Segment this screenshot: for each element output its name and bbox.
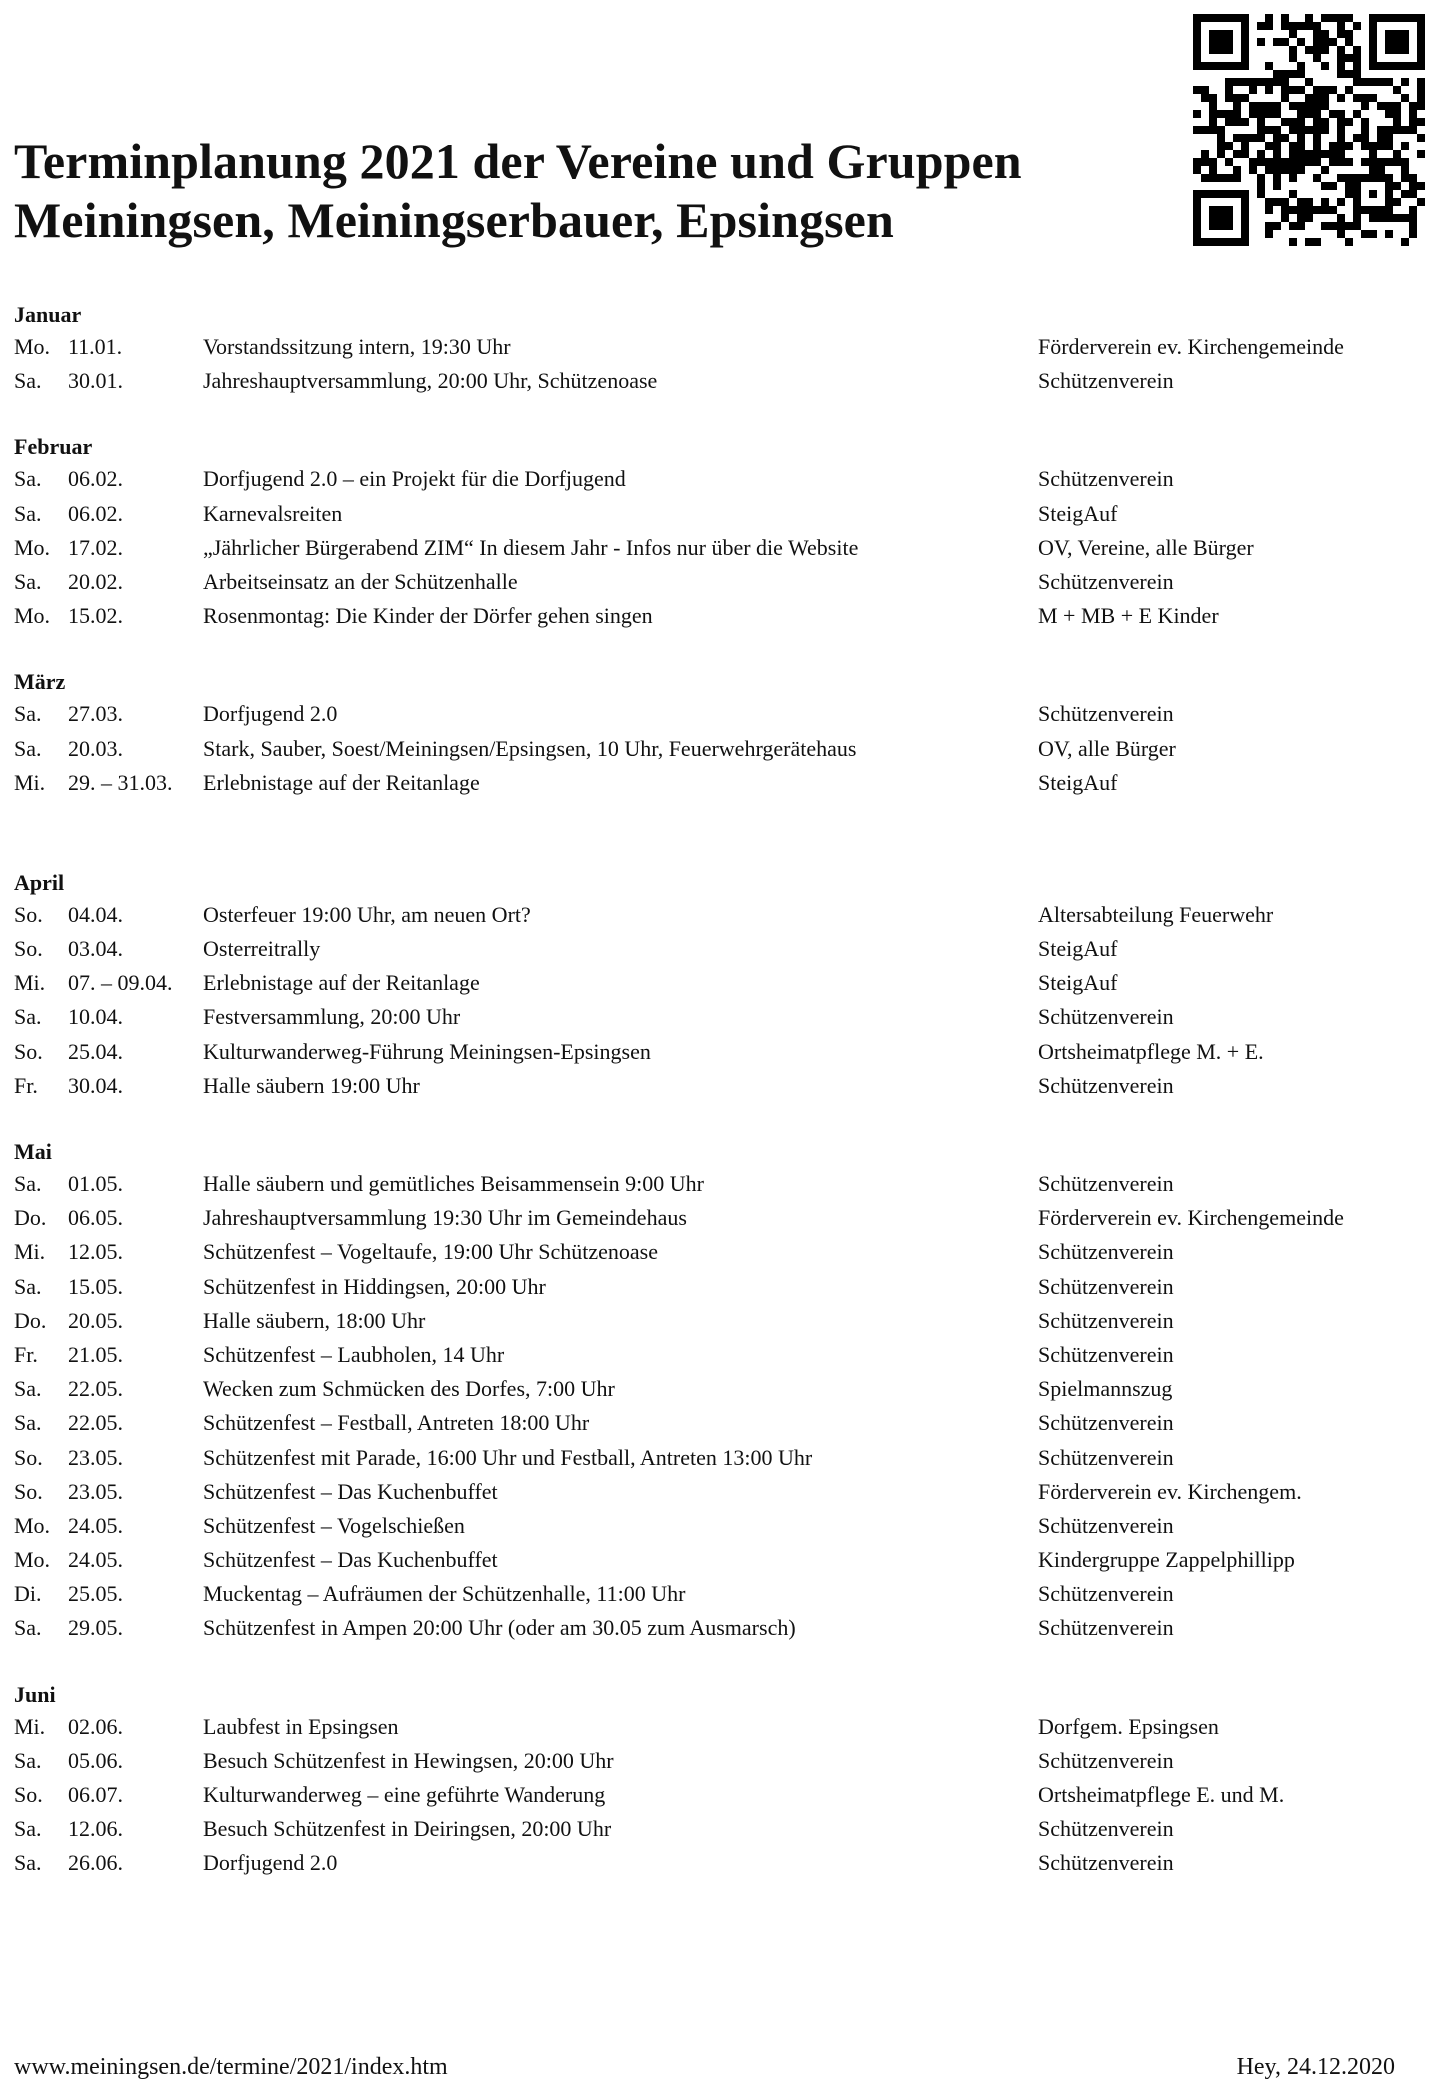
event-day: Mi. bbox=[14, 1713, 46, 1739]
event-desc: Festversammlung, 20:00 Uhr bbox=[203, 1004, 461, 1030]
event-row bbox=[14, 1441, 1434, 1475]
event-org: Schützenverein bbox=[1038, 1747, 1174, 1773]
event-row bbox=[14, 732, 1434, 766]
event-desc: Rosenmontag: Die Kinder der Dörfer gehen singen bbox=[203, 603, 653, 629]
event-desc: Karnevalsreiten bbox=[203, 500, 343, 526]
event-org: Schützenverein bbox=[1038, 568, 1174, 594]
event-date: 23.05. bbox=[68, 1444, 123, 1470]
event-row bbox=[14, 1812, 1434, 1846]
event-org: SteigAuf bbox=[1038, 500, 1118, 526]
event-row bbox=[14, 1509, 1434, 1543]
event-date: 06.02. bbox=[68, 466, 123, 492]
event-desc: Muckentag – Aufräumen der Schützenhalle, 11:00 Uhr bbox=[203, 1581, 686, 1607]
event-org: Förderverein ev. Kirchengem. bbox=[1038, 1478, 1302, 1504]
event-day: Sa. bbox=[14, 735, 42, 761]
page-title bbox=[14, 132, 1022, 250]
event-desc: Dorfjugend 2.0 bbox=[203, 701, 338, 727]
event-date: 29.05. bbox=[68, 1615, 123, 1641]
event-day: Fr. bbox=[14, 1072, 38, 1098]
event-desc: Kulturwanderweg-Führung Meiningsen-Epsingsen bbox=[203, 1038, 651, 1064]
event-org: Schützenverein bbox=[1038, 1239, 1174, 1265]
event-date: 02.06. bbox=[68, 1713, 123, 1739]
event-desc: Schützenfest – Vogeltaufe, 19:00 Uhr Schützenoase bbox=[203, 1239, 658, 1265]
event-row bbox=[14, 1778, 1434, 1812]
event-day: Mo. bbox=[14, 603, 51, 629]
event-org: Ortsheimatpflege E. und M. bbox=[1038, 1782, 1285, 1807]
event-row bbox=[14, 1611, 1434, 1645]
event-desc: Schützenfest – Festball, Antreten 18:00 Uhr bbox=[203, 1410, 590, 1436]
month-section bbox=[14, 667, 1434, 800]
event-date: 17.02. bbox=[68, 534, 123, 560]
event-desc: Erlebnistage auf der Reitanlage bbox=[203, 769, 480, 795]
event-day: Sa. bbox=[14, 368, 42, 394]
event-row bbox=[14, 1069, 1434, 1103]
event-org: Förderverein ev. Kirchengemeinde bbox=[1038, 1205, 1344, 1231]
event-row bbox=[14, 1710, 1434, 1744]
event-org: Schützenverein bbox=[1038, 1850, 1174, 1876]
month-section bbox=[14, 1137, 1434, 1646]
event-row bbox=[14, 932, 1434, 966]
event-row bbox=[14, 565, 1434, 599]
month-section bbox=[14, 1680, 1434, 1881]
event-row bbox=[14, 364, 1434, 398]
event-desc: Laubfest in Epsingsen bbox=[203, 1713, 399, 1739]
event-date: 12.06. bbox=[68, 1816, 123, 1842]
event-desc: Wecken zum Schmücken des Dorfes, 7:00 Uhr bbox=[203, 1376, 615, 1402]
event-row bbox=[14, 1577, 1434, 1611]
event-row bbox=[14, 1270, 1434, 1304]
event-org: Schützenverein bbox=[1038, 1341, 1174, 1367]
footer-url: www.meiningsen.de/termine/2021/index.htm bbox=[14, 2054, 448, 2080]
event-row bbox=[14, 1372, 1434, 1406]
event-desc: Schützenfest in Ampen 20:00 Uhr (oder am 30.05 zum Ausmarsch) bbox=[203, 1615, 796, 1641]
event-day: So. bbox=[14, 936, 43, 962]
event-day: Sa. bbox=[14, 1816, 42, 1842]
event-date: 04.04. bbox=[68, 901, 123, 927]
event-day: Sa. bbox=[14, 1615, 42, 1641]
event-desc: Schützenfest – Vogelschießen bbox=[203, 1512, 465, 1538]
event-date: 10.04. bbox=[68, 1004, 123, 1030]
event-date: 20.05. bbox=[68, 1307, 123, 1333]
month-heading: Januar bbox=[14, 302, 82, 327]
event-day: Sa. bbox=[14, 1004, 42, 1030]
event-date: 26.06. bbox=[68, 1850, 123, 1876]
event-date: 20.02. bbox=[68, 568, 123, 594]
event-org: SteigAuf bbox=[1038, 769, 1118, 795]
event-day: Fr. bbox=[14, 1341, 38, 1367]
event-org: SteigAuf bbox=[1038, 936, 1118, 962]
event-org: Schützenverein bbox=[1038, 1072, 1174, 1098]
event-desc: Kulturwanderweg – eine geführte Wanderung bbox=[203, 1782, 606, 1807]
event-row bbox=[14, 1304, 1434, 1338]
event-date: 30.01. bbox=[68, 368, 123, 394]
event-day: Sa. bbox=[14, 568, 42, 594]
event-desc: Halle säubern 19:00 Uhr bbox=[203, 1072, 420, 1098]
event-org: SteigAuf bbox=[1038, 970, 1118, 996]
event-date: 06.07. bbox=[68, 1782, 123, 1807]
event-row bbox=[14, 697, 1434, 731]
event-row bbox=[14, 1846, 1434, 1880]
event-row bbox=[14, 1167, 1434, 1201]
month-heading: Mai bbox=[14, 1139, 52, 1164]
event-date: 24.05. bbox=[68, 1547, 123, 1573]
event-org: Spielmannszug bbox=[1038, 1376, 1173, 1402]
event-desc: Osterreitrally bbox=[203, 936, 321, 962]
event-row bbox=[14, 766, 1434, 800]
event-desc: Schützenfest – Laubholen, 14 Uhr bbox=[203, 1341, 505, 1367]
title-line-1: Terminplanung 2021 der Vereine und Gruppen bbox=[14, 133, 1022, 189]
event-day: Mo. bbox=[14, 1512, 51, 1538]
event-desc: Halle säubern, 18:00 Uhr bbox=[203, 1307, 426, 1333]
event-date: 03.04. bbox=[68, 936, 123, 962]
event-org: Dorfgem. Epsingsen bbox=[1038, 1713, 1219, 1739]
event-org: Schützenverein bbox=[1038, 1816, 1174, 1842]
event-desc: Dorfjugend 2.0 – ein Projekt für die Dorfjugend bbox=[203, 466, 626, 492]
event-desc: Dorfjugend 2.0 bbox=[203, 1850, 338, 1876]
event-org: Schützenverein bbox=[1038, 1307, 1174, 1333]
event-row bbox=[14, 1406, 1434, 1440]
event-day: Mo. bbox=[14, 534, 51, 560]
event-day: Mo. bbox=[14, 1547, 51, 1573]
month-heading: März bbox=[14, 669, 66, 695]
event-date: 22.05. bbox=[68, 1376, 123, 1402]
event-desc: Osterfeuer 19:00 Uhr, am neuen Ort? bbox=[203, 901, 531, 927]
month-heading: April bbox=[14, 869, 65, 895]
event-org: Schützenverein bbox=[1038, 701, 1174, 727]
event-org: OV, Vereine, alle Bürger bbox=[1038, 534, 1254, 560]
event-org: Schützenverein bbox=[1038, 1444, 1174, 1470]
event-day: Sa. bbox=[14, 1410, 42, 1436]
event-desc: Vorstandssitzung intern, 19:30 Uhr bbox=[203, 334, 511, 359]
event-org: Schützenverein bbox=[1038, 368, 1174, 394]
event-desc: Besuch Schützenfest in Hewingsen, 20:00 Uhr bbox=[203, 1747, 614, 1773]
event-day: Sa. bbox=[14, 1376, 42, 1402]
month-section bbox=[14, 868, 1434, 1103]
event-date: 23.05. bbox=[68, 1478, 123, 1504]
event-org: Schützenverein bbox=[1038, 466, 1174, 492]
event-date: 25.05. bbox=[68, 1581, 123, 1607]
event-day: Sa. bbox=[14, 1850, 42, 1876]
event-desc: Jahreshauptversammlung 19:30 Uhr im Gemeindehaus bbox=[203, 1205, 687, 1231]
event-day: Di. bbox=[14, 1581, 42, 1607]
event-org: Schützenverein bbox=[1038, 1273, 1174, 1299]
month-section bbox=[14, 300, 1434, 398]
event-date: 25.04. bbox=[68, 1038, 123, 1064]
event-day: So. bbox=[14, 1782, 43, 1807]
event-org: Altersabteilung Feuerwehr bbox=[1038, 901, 1274, 927]
event-org: Schützenverein bbox=[1038, 1171, 1174, 1196]
event-org: Ortsheimatpflege M. + E. bbox=[1038, 1038, 1264, 1064]
event-row bbox=[14, 330, 1434, 364]
event-desc: Schützenfest – Das Kuchenbuffet bbox=[203, 1478, 498, 1504]
event-date: 15.02. bbox=[68, 603, 123, 629]
event-desc: Jahreshauptversammlung, 20:00 Uhr, Schützenoase bbox=[203, 368, 658, 394]
event-row bbox=[14, 898, 1434, 932]
event-date: 06.02. bbox=[68, 500, 123, 526]
event-row bbox=[14, 1475, 1434, 1509]
event-date: 24.05. bbox=[68, 1512, 123, 1538]
event-date: 20.03. bbox=[68, 735, 123, 761]
event-desc: Schützenfest mit Parade, 16:00 Uhr und Festball, Antreten 13:00 Uhr bbox=[203, 1444, 813, 1470]
event-day: Sa. bbox=[14, 1747, 42, 1773]
event-date: 15.05. bbox=[68, 1273, 123, 1299]
event-date: 07. – 09.04. bbox=[68, 970, 173, 996]
event-desc: Erlebnistage auf der Reitanlage bbox=[203, 970, 480, 996]
event-date: 11.01. bbox=[68, 334, 123, 359]
event-row bbox=[14, 531, 1434, 565]
event-day: So. bbox=[14, 1444, 43, 1470]
event-org: Förderverein ev. Kirchengemeinde bbox=[1038, 334, 1344, 359]
event-desc: „Jährlicher Bürgerabend ZIM“ In diesem Jahr - Infos nur über die Website bbox=[203, 534, 859, 560]
event-day: Mi. bbox=[14, 970, 46, 996]
event-date: 21.05. bbox=[68, 1341, 123, 1367]
qr-code bbox=[1193, 14, 1425, 246]
event-org: M + MB + E Kinder bbox=[1038, 603, 1219, 629]
title-line-2: Meiningsen, Meiningserbauer, Epsingsen bbox=[14, 192, 894, 248]
event-org: Schützenverein bbox=[1038, 1581, 1174, 1607]
event-row bbox=[14, 599, 1434, 633]
event-org: Schützenverein bbox=[1038, 1512, 1174, 1538]
event-day: Do. bbox=[14, 1205, 47, 1231]
event-day: So. bbox=[14, 901, 43, 927]
event-row bbox=[14, 1338, 1434, 1372]
event-day: Sa. bbox=[14, 1273, 42, 1299]
event-row bbox=[14, 462, 1434, 496]
event-org: Schützenverein bbox=[1038, 1410, 1174, 1436]
event-date: 30.04. bbox=[68, 1072, 123, 1098]
event-row bbox=[14, 1744, 1434, 1778]
event-org: OV, alle Bürger bbox=[1038, 735, 1176, 761]
event-date: 06.05. bbox=[68, 1205, 123, 1231]
event-day: Sa. bbox=[14, 466, 42, 492]
event-row bbox=[14, 497, 1434, 531]
event-date: 12.05. bbox=[68, 1239, 123, 1265]
month-heading: Februar bbox=[14, 434, 93, 460]
event-date: 27.03. bbox=[68, 701, 123, 727]
event-day: Sa. bbox=[14, 500, 42, 526]
event-desc: Schützenfest in Hiddingsen, 20:00 Uhr bbox=[203, 1273, 546, 1299]
event-desc: Schützenfest – Das Kuchenbuffet bbox=[203, 1547, 498, 1573]
event-row bbox=[14, 966, 1434, 1000]
event-org: Kindergruppe Zappelphillipp bbox=[1038, 1547, 1295, 1573]
event-schedule bbox=[14, 300, 1434, 1881]
event-day: Sa. bbox=[14, 1171, 42, 1196]
event-desc: Stark, Sauber, Soest/Meiningsen/Epsingsen, 10 Uhr, Feuerwehrgerätehaus bbox=[203, 735, 857, 761]
event-date: 05.06. bbox=[68, 1747, 123, 1773]
event-desc: Halle säubern und gemütliches Beisammensein 9:00 Uhr bbox=[203, 1171, 704, 1196]
event-desc: Arbeitseinsatz an der Schützenhalle bbox=[203, 568, 518, 594]
event-desc: Besuch Schützenfest in Deiringsen, 20:00 Uhr bbox=[203, 1816, 612, 1842]
month-section bbox=[14, 432, 1434, 633]
event-date: 01.05. bbox=[68, 1171, 123, 1196]
event-date: 29. – 31.03. bbox=[68, 769, 173, 795]
event-date: 22.05. bbox=[68, 1410, 123, 1436]
event-org: Schützenverein bbox=[1038, 1615, 1174, 1641]
event-row bbox=[14, 1543, 1434, 1577]
event-day: Sa. bbox=[14, 701, 42, 727]
event-day: Mi. bbox=[14, 1239, 46, 1265]
month-heading: Juni bbox=[14, 1681, 56, 1707]
event-row bbox=[14, 1201, 1434, 1235]
event-row bbox=[14, 1035, 1434, 1069]
event-day: So. bbox=[14, 1038, 43, 1064]
event-row bbox=[14, 1235, 1434, 1269]
footer-signature: Hey, 24.12.2020 bbox=[1236, 2054, 1395, 2080]
event-org: Schützenverein bbox=[1038, 1004, 1174, 1030]
event-day: Mo. bbox=[14, 334, 51, 359]
event-row bbox=[14, 1000, 1434, 1034]
event-day: Do. bbox=[14, 1307, 47, 1333]
qr-code-graphic bbox=[1193, 14, 1425, 246]
event-day: So. bbox=[14, 1478, 43, 1504]
event-day: Mi. bbox=[14, 769, 46, 795]
